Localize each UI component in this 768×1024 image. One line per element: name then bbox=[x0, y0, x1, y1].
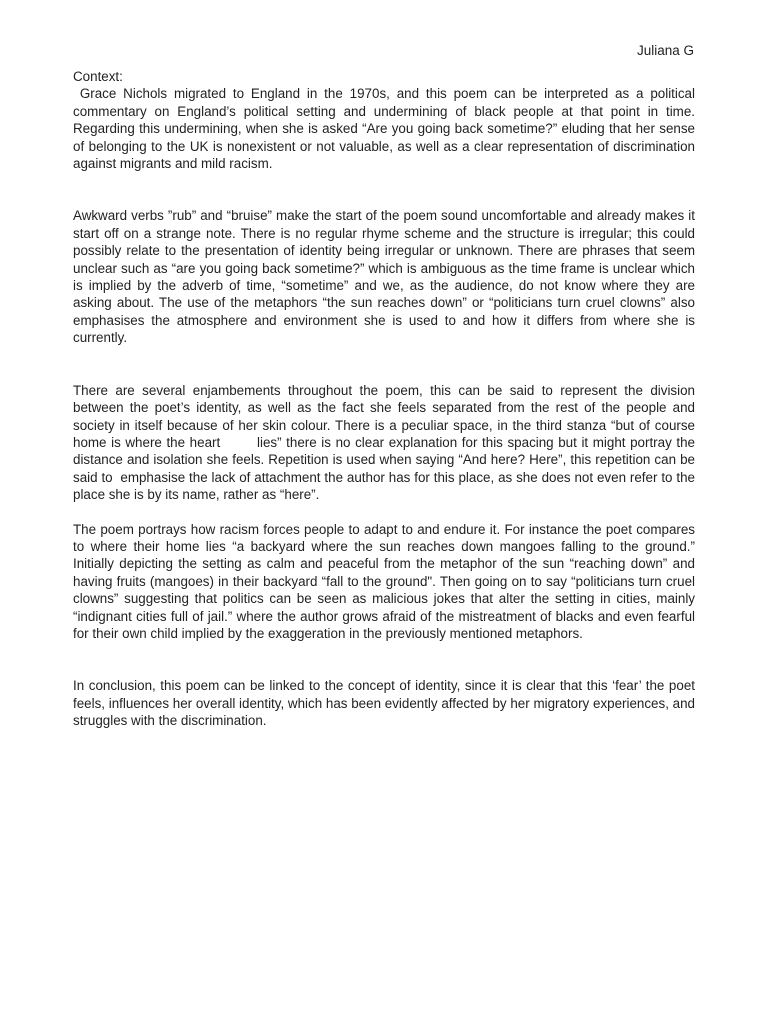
paragraph-awkward-verbs: Awkward verbs ”rub” and “bruise” make the start of the poem sound uncomfortable and already makes it start off on a strange note. There is no regular rhyme scheme and the structure is irregular; this could possibly relate to the presentation of identity being irregular or unknown. There are phrases that seem unclear such as “are you going back sometime?” which is ambiguous as the time frame is unclear which is implied by the adverb of time, “sometime” and we, as the audience, do not know where they are asking about. The use of the metaphors “the sun reaches down” or “politicians turn cruel clowns” also emphasises the atmosphere and environment she is used to and how it differs from where she is currently. bbox=[73, 208, 695, 346]
author-name: Juliana G bbox=[636, 43, 694, 58]
context-label: Context: bbox=[73, 69, 123, 84]
paragraph-enjambements: There are several enjambements throughout the poem, this can be said to represent the division between the poet’s identity, as well as the fact she feels separated from the rest of the people and society in itself because of her skin colour. There is a peculiar space, in the third stanza “but of course home is where the heart lies” there is no clear explanation for this spacing but it might portray the distance and isolation she feels. Repetition is used when saying “And here? Here”, this repetition can be said to emphasise the lack of attachment the author has for this place, as she does not even refer to the place she is by its name, rather as “here”. bbox=[73, 382, 699, 503]
paragraph-racism: The poem portrays how racism forces people to adapt to and endure it. For instance the poet compares to where their home lies “a backyard where the sun reaches down mangoes falling to the ground.” Initially depicting the setting as calm and peaceful from the metaphor of the sun “reaching down” and having fruits (mangoes) in their backyard “fall to the ground". Then going on to say “politicians turn cruel clowns” suggesting that politics can be seen as malicious jokes that alter the setting in cities, mainly “indignant cities full of jail.” where the author grows afraid of the mistreatment of blacks and even fearful for their own child implied by the exaggeration in the previously mentioned metaphors. bbox=[73, 521, 695, 641]
context-paragraph bbox=[73, 85, 695, 172]
essay-body bbox=[73, 68, 699, 730]
context-text: Grace Nichols migrated to England in the 1970s, and this poem can be interpreted as a political commentary on England’s political setting and undermining of black people at that point in time. Regarding this undermining, when she is asked “Are you going back sometime?” eluding that her sense of belonging to the UK is nonexistent or not valuable, as well as a clear representation of discrimination against migrants and mild racism. bbox=[73, 86, 695, 172]
paragraph-conclusion: In conclusion, this poem can be linked to the concept of identity, since it is clear that this ‘fear’ the poet feels, influences her overall identity, which has been evidently affected by her migratory experiences, and struggles with the discrimination. bbox=[73, 678, 695, 729]
